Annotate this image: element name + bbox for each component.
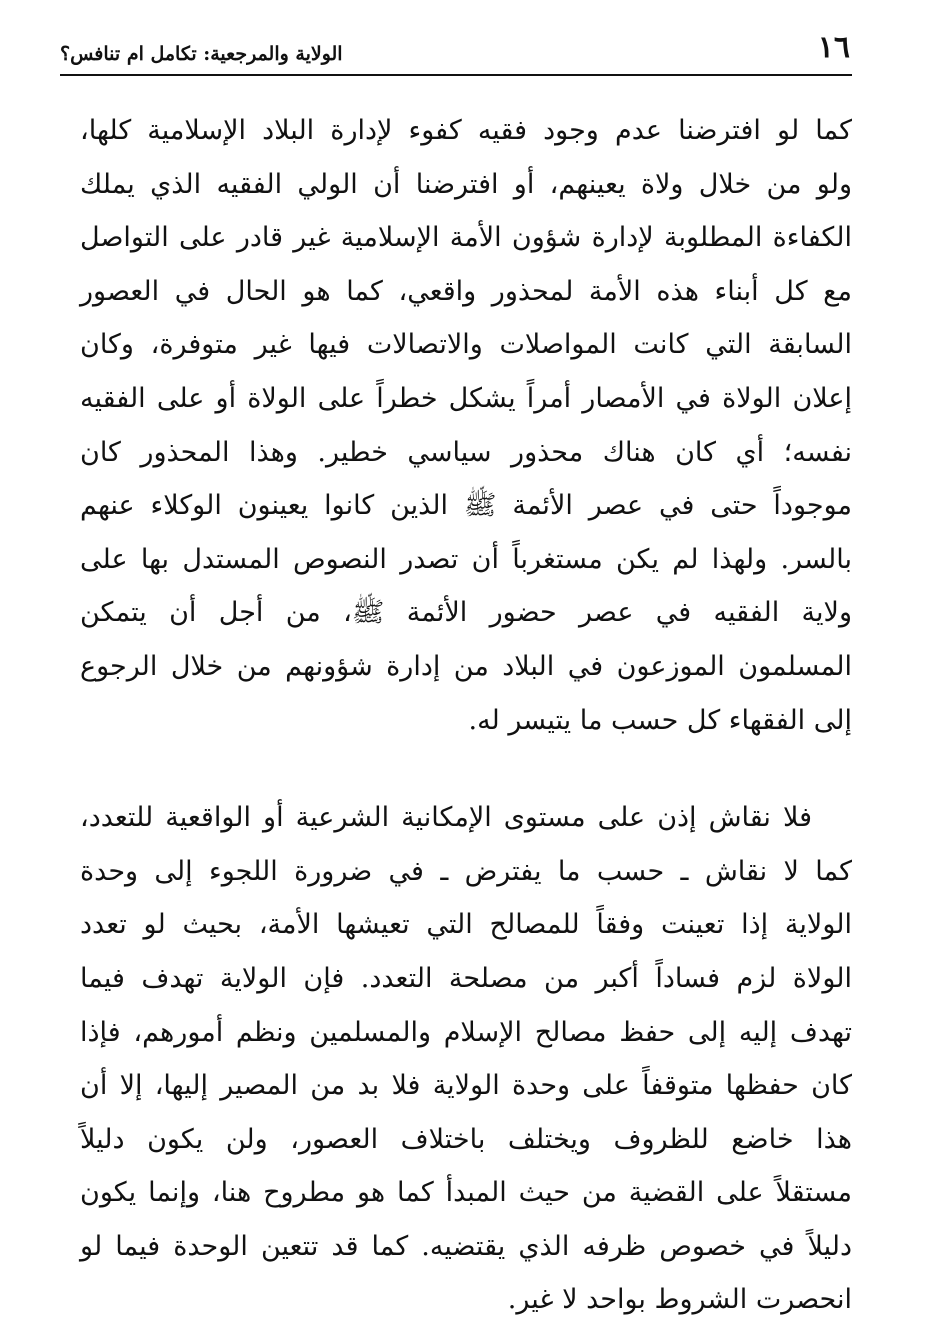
text-line: موجوداً حتى في عصر الأئمة ﷺ الذين كانوا يعينون الوكلاء عنهم bbox=[80, 490, 852, 522]
text-line: انحصرت الشروط بواحد لا غير. bbox=[507, 1284, 852, 1316]
text-line: الولاة لزم فساداً أكبر من مصلحة التعدد. فإن الولاية تهدف فيما bbox=[80, 962, 852, 994]
page-number: ١٦ bbox=[817, 30, 850, 65]
paragraph-1 bbox=[80, 104, 852, 747]
text-line: كما لو افترضنا عدم وجود فقيه كفوء لإدارة البلاد الإسلامية كلها، bbox=[80, 115, 852, 146]
text-line: بالسر. ولهذا لم يكن مستغرباً أن تصدر النصوص المستدل بها على bbox=[80, 543, 852, 575]
text-line: دليلاً في خصوص ظرفه الذي يقتضيه. كما قد تتعين الوحدة فيما لو bbox=[80, 1230, 852, 1262]
text-line: كان حفظها متوقفاً على وحدة الولاية فلا بد من المصير إليها، إلا أن bbox=[80, 1070, 852, 1102]
text-line: الولاية إذا تعينت وفقاً للمصالح التي تعيشها الأمة، بحيث لو تعدد bbox=[80, 909, 852, 941]
paragraph-2 bbox=[80, 791, 852, 1327]
text-line: تهدف إليه إلى حفظ مصالح الإسلام والمسلمين ونظم أمورهم، فإذا bbox=[80, 1016, 852, 1048]
text-line: الكفاءة المطلوبة لإدارة شؤون الأمة الإسلامية غير قادر على التواصل bbox=[80, 222, 852, 254]
text-line: مستقلاً على القضية من حيث المبدأ كما هو مطروح هنا، وإنما يكون bbox=[80, 1177, 852, 1209]
text-line: فلا نقاش إذن على مستوى الإمكانية الشرعية أو الواقعية للتعدد، bbox=[80, 802, 812, 834]
text-line: إلى الفقهاء كل حسب ما يتيسر له. bbox=[468, 704, 852, 736]
body-text bbox=[80, 104, 852, 1327]
text-line: السابقة التي كانت المواصلات والاتصالات فيها غير متوفرة، وكان bbox=[80, 329, 852, 361]
text-line: ولاية الفقيه في عصر حضور الأئمة ﷺ، من أجل أن يتمكن bbox=[80, 597, 852, 629]
page-header bbox=[60, 30, 850, 70]
text-line: ولو من خلال ولاة يعينهم، أو افترضنا أن الولي الفقيه الذي يملك bbox=[80, 168, 852, 200]
header-divider bbox=[60, 74, 852, 76]
running-title: الولاية والمرجعية: تكامل ام تنافس؟ bbox=[60, 43, 343, 65]
text-line: كما لا نقاش ـ حسب ما يفترض ـ في ضرورة اللجوء إلى وحدة bbox=[80, 855, 852, 887]
text-line: إعلان الولاة في الأمصار أمراً يشكل خطراً على الولاة أو على الفقيه bbox=[80, 382, 852, 414]
text-line: المسلمون الموزعون في البلاد من إدارة شؤونهم من خلال الرجوع bbox=[80, 650, 852, 682]
text-line: هذا خاضع للظروف ويختلف باختلاف العصور، ولن يكون دليلاً bbox=[80, 1123, 852, 1155]
text-line: نفسه؛ أي كان هناك محذور سياسي خطير. وهذا المحذور كان bbox=[80, 436, 852, 468]
text-line: مع كل أبناء هذه الأمة لمحذور واقعي، كما هو الحال في العصور bbox=[80, 275, 852, 307]
